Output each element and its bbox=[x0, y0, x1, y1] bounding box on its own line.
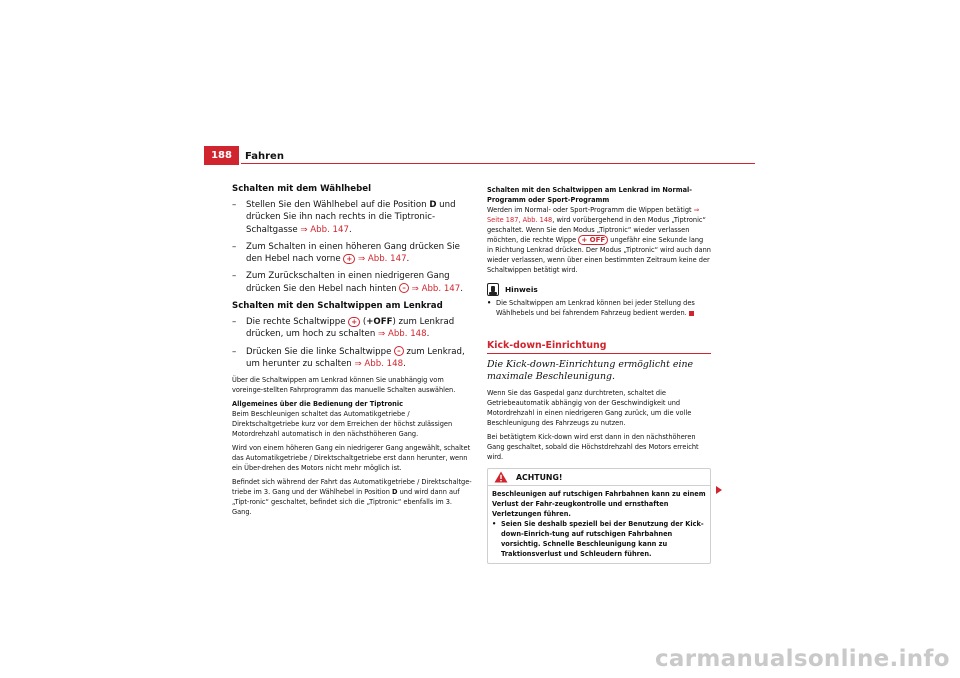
figure-reference-link[interactable]: ⇒ Abb. 147 bbox=[300, 224, 349, 235]
instruction-item: – Die rechte Schaltwippe + (+OFF) zum Lenkrad drücken, um hoch zu schalten ⇒ Abb. 148. bbox=[232, 317, 455, 340]
page-reference-link[interactable]: ⇒ Seite 187, Abb. 148 bbox=[487, 206, 700, 224]
figure-reference-link[interactable]: ⇒ Abb. 147 bbox=[408, 283, 461, 294]
warning-box bbox=[487, 468, 711, 564]
note-label: Hinweis bbox=[505, 285, 538, 294]
chapter-title: Fahren bbox=[245, 151, 284, 162]
paragraph: Befindet sich während der Fahrt das Automatikgetriebe / Direktschaltge-triebe im 3. Gang und der Wählhebel in Position D und wird dann auf „Tipt-ronic“ geschaltet, befindet sich die „Tiptronic“ ebenfalls im 3. Gang. bbox=[232, 478, 472, 517]
watermark: carmanualsonline.info bbox=[655, 646, 950, 672]
minus-key-icon: – bbox=[399, 283, 409, 293]
instruction-item: – Zum Schalten in einen höheren Gang drücken Sie den Hebel nach vorne + ⇒ Abb. 147. bbox=[232, 241, 460, 265]
note-text: • Die Schaltwippen am Lenkrad können bei jeder Stellung des Wählhebels und bei fahrendem Fahrzeug bedient werden. bbox=[487, 299, 695, 317]
note-header bbox=[487, 283, 711, 296]
paragraph: Wird von einem höheren Gang ein niedrigerer Gang angewählt, schaltet das Automatikgetriebe / Direktschaltgetriebe erst dann herunter, wenn ein Über-drehen des Motors nicht mehr möglich ist. bbox=[232, 444, 471, 473]
warning-label: ACHTUNG! bbox=[516, 472, 563, 482]
paragraph: Werden im Normal- oder Sport-Programm die Wippen betätigt ⇒ Seite 187, Abb. 148, wird vorübergehend in den Modus „Tiptronic“ geschaltet. Wenn Sie den Modus „Tiptronic“ wieder verlassen möchten, die rechte Wippe + OFF ungefähr eine Sekunde lang in Richtung Lenkrad drücken. Der Modus „Tiptronic“ wird auch dann wieder verlassen, wenn über einen bestimmten Zeitraum keine der Schaltwippen betätigt wird. bbox=[487, 206, 711, 274]
paragraph: Beim Beschleunigen schaltet das Automatikgetriebe / Direktschaltgetriebe kurz vor dem Erreichen der höchst zulässigen Motordrehzahl automatisch in den nächsthöheren Gang. bbox=[232, 410, 453, 439]
right-column bbox=[487, 185, 711, 564]
instruction-item: – Drücken Sie die linke Schaltwippe – zum Lenkrad, um herunter zu schalten ⇒ Abb. 148. bbox=[232, 346, 465, 369]
instruction-item: – Zum Zurückschalten in einen niedrigeren Gang drücken Sie den Hebel nach hinten – ⇒ Abb. 147. bbox=[232, 271, 463, 294]
heading-waehlhebel: Schalten mit dem Wählhebel bbox=[232, 184, 372, 194]
instruction-item: – Stellen Sie den Wählhebel auf die Position D und drücken Sie ihn nach rechts in die Tiptronic-Schaltgasse ⇒ Abb. 147. bbox=[232, 200, 456, 235]
heading-schaltwippen: Schalten mit den Schaltwippen am Lenkrad bbox=[232, 301, 443, 312]
plus-off-key-icon: + OFF bbox=[578, 235, 608, 245]
figure-reference-link[interactable]: ⇒ Abb. 148 bbox=[354, 358, 404, 369]
plus-key-icon: + bbox=[343, 254, 355, 264]
warning-text: • Seien Sie deshalb speziell bei der Benutzung der Kick-down-Einrich-tung auf rutschigen Fahrbahnen vorsichtig. Schnelle Beschleunigung kann zu Traktionsverlust und Schleudern führen. bbox=[492, 520, 704, 558]
subheading: Schalten mit den Schaltwippen am Lenkrad im Normal-Programm oder Sport-Programm bbox=[487, 186, 693, 204]
warning-text: Beschleunigen auf rutschigen Fahrbahnen kann zu einem Verlust der Fahr-zeugkontrolle und ernsthaften Verletzungen führen. bbox=[492, 490, 706, 518]
warning-header bbox=[488, 469, 710, 486]
end-marker-icon bbox=[689, 311, 694, 316]
paragraph: Wenn Sie das Gaspedal ganz durchtreten, schaltet die Getriebeautomatik abhängig von der Geschwindigkeit und Motordrehzahl in einen niedrigeren Gang zurück, um die volle Beschleunigung des Fahrzeugs zu nutzen. bbox=[487, 389, 692, 427]
figure-reference-link[interactable]: ⇒ Abb. 148 bbox=[378, 329, 427, 340]
page-number: 188 bbox=[204, 146, 239, 165]
subheading: Allgemeines über die Bedienung der Tiptronic bbox=[232, 400, 404, 409]
section-title: Kick-down-Einrichtung bbox=[487, 340, 711, 354]
minus-key-icon: – bbox=[394, 346, 404, 356]
note-icon bbox=[487, 283, 499, 296]
warning-body bbox=[488, 486, 710, 563]
header-rule bbox=[241, 163, 755, 164]
figure-reference-link[interactable]: ⇒ Abb. 147 bbox=[355, 254, 407, 265]
left-column bbox=[232, 183, 472, 517]
paragraph: Über die Schaltwippen am Lenkrad können Sie unabhängig vom voreinge-stellten Fahrprogramm das manuelle Schalten auswählen. bbox=[232, 376, 456, 395]
section-subtitle: Die Kick-down-Einrichtung ermöglicht eine maximale Beschleunigung. bbox=[487, 359, 694, 382]
plus-key-icon: + bbox=[348, 317, 360, 327]
paragraph: Bei betätigtem Kick-down wird erst dann in den nächsthöheren Gang geschaltet, sobald die Höchstdrehzahl des Motors erreicht wird. bbox=[487, 433, 699, 461]
continue-arrow-icon bbox=[716, 486, 722, 494]
warning-triangle-icon bbox=[494, 471, 508, 483]
